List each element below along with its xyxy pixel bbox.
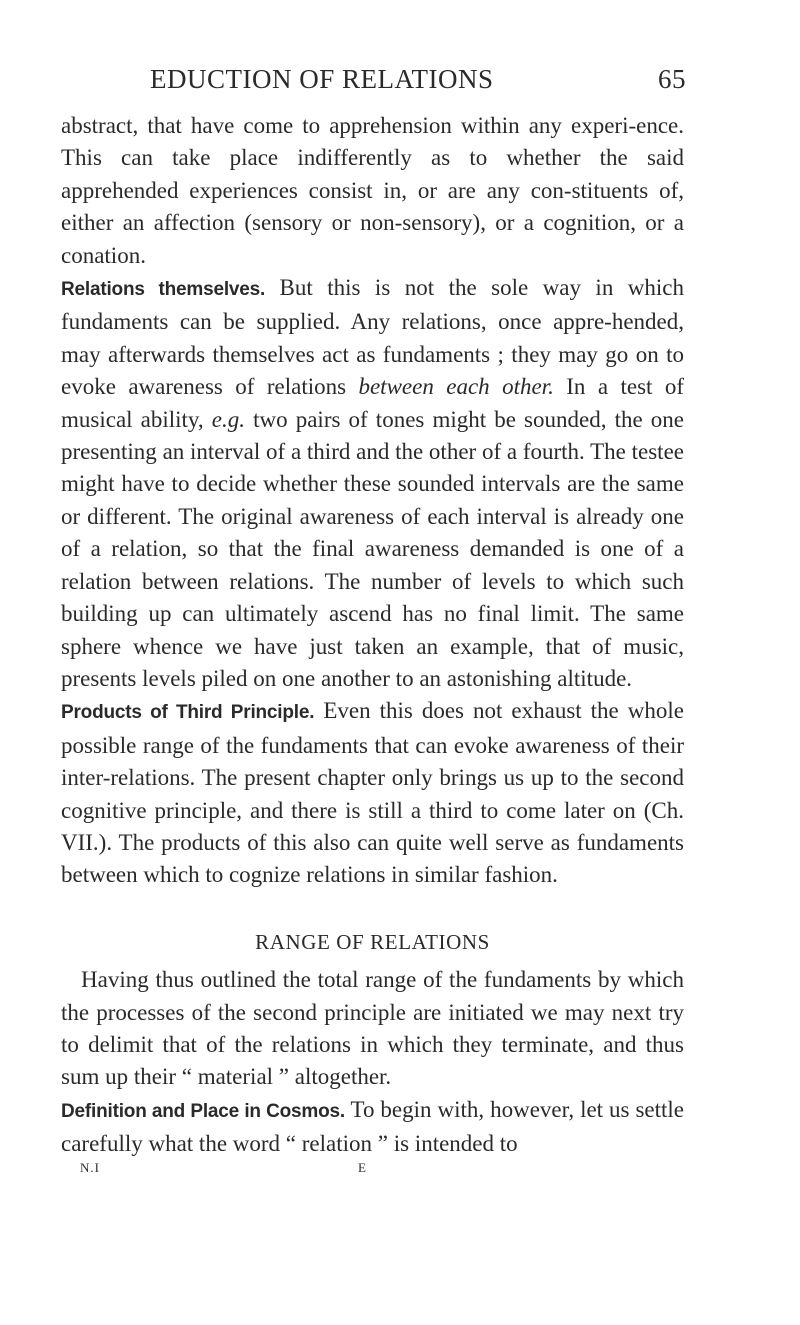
paragraph-continued <box>61 110 684 272</box>
page-number: 65 <box>658 64 686 94</box>
running-head-title: EDUCTION OF RELATIONS <box>150 64 494 94</box>
sidehead-definition-place-cosmos: Definition and Place in Cosmos. <box>61 1100 345 1122</box>
paragraph-text: But this is not the sole way in which fundaments can be supplied. Any relations, once appre-hended, may afterwards themselves act as fundaments ; they may go on to evoke awareness of relations <box>61 275 684 400</box>
paragraph-text: Even this does not exhaust the whole possible range of the fundaments that can evoke awareness of their inter-relations. The present chapter only brings us up to the second cognitive principle, and there is still a third to come later on (Ch. VII.). The products of this also can quite well serve as fundaments between which to cognize relations in similar fashion. <box>61 698 684 888</box>
paragraph-range <box>61 964 684 1094</box>
paragraph-text: In a test of musical ability, <box>61 374 684 432</box>
paragraph-text: two pairs of tones might be sounded, the one presenting an interval of a third and the other of a fourth. The testee might have to decide whether these sounded intervals are the same or different. The original awareness of each interval is already one of a relation, so that the final awareness demanded is one of a relation between relations. The number of levels to which such building up can ultimately ascend has no final limit. The same sphere whence we have just taken an example, that of music, presents levels piled on one another to an astonishing altitude. <box>61 406 684 691</box>
paragraph-third-principle <box>61 695 684 891</box>
paragraph-relations-themselves <box>61 272 684 695</box>
abbreviation-eg: e.g. <box>211 406 245 432</box>
running-head <box>61 64 684 104</box>
signature-line <box>61 1161 684 1185</box>
signature-mark-left: N.I <box>80 1159 100 1175</box>
body-text <box>61 110 684 1161</box>
emphasis-text: between each other. <box>358 374 554 400</box>
paragraph-text: To begin with, however, let us settle carefully what the word “ relation ” is intended to <box>61 1096 684 1157</box>
paragraph-definition <box>61 1094 684 1161</box>
sidehead-relations-themselves: Relations themselves. <box>61 279 266 301</box>
sidehead-products-third-principle: Products of Third Principle. <box>61 702 315 724</box>
book-page <box>61 64 684 1185</box>
paragraph-text: Having thus outlined the total range of the fundaments by which the processes of the second principle are initiated we may next try to delimit that of the relations in which they terminate, and thus sum up their “ material ” altogether. <box>61 967 684 1090</box>
signature-mark-right: E <box>358 1159 367 1175</box>
paragraph-text: abstract, that have come to apprehension within any experi-ence. This can take place indifferently as to whether the said apprehended experiences consist in, or are any con-stituents of, either an affection (sensory or non-sensory), or a cognition, or a conation. <box>61 113 684 268</box>
section-heading: RANGE OF RELATIONS <box>255 929 490 954</box>
